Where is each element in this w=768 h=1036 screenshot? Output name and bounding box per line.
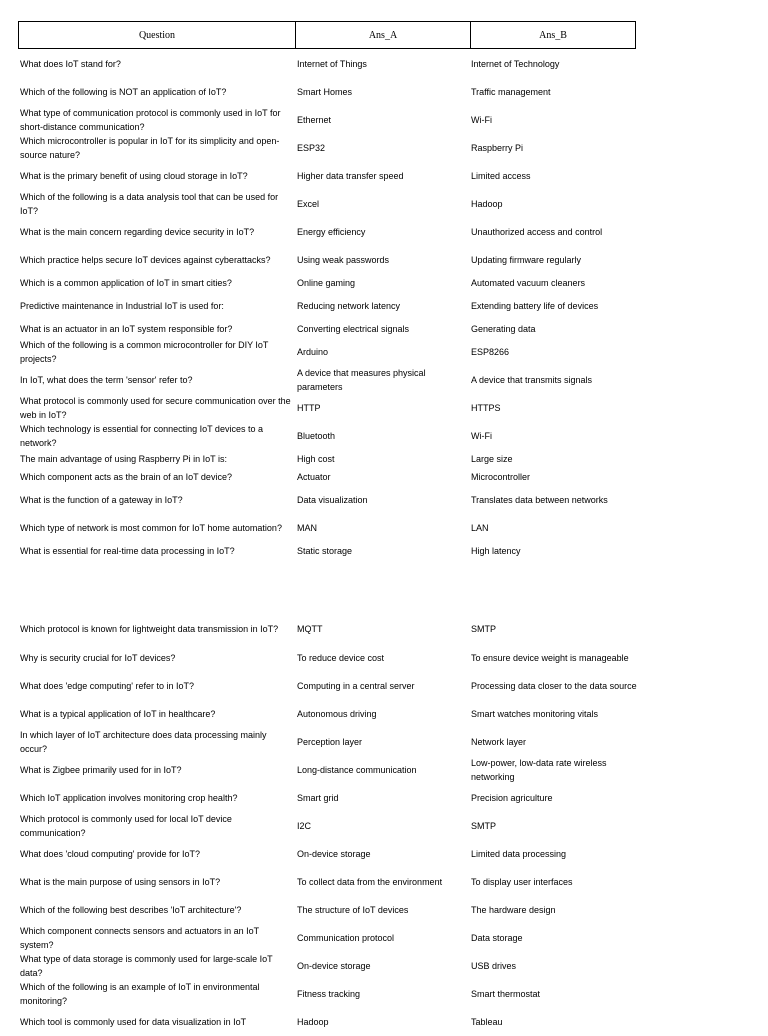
question-cell: Which protocol is commonly used for local IoT device communication? [20, 814, 232, 838]
question-cell: Which is a common application of IoT in smart cities? [20, 278, 232, 288]
table-row [18, 514, 763, 542]
ans-a-cell: On-device storage [297, 961, 371, 971]
ans-a-cell: High cost [297, 454, 335, 464]
question-cell: Which of the following is a common microcontroller for DIY IoT projects? [20, 340, 269, 364]
question-cell: What is an actuator in an IoT system responsible for? [20, 324, 233, 334]
question-cell: Which of the following is NOT an application of IoT? [20, 87, 227, 97]
table-row [18, 218, 763, 246]
header-question: Question [19, 22, 296, 48]
question-cell: Which component connects sensors and actuators in an IoT system? [20, 926, 259, 950]
table-row [18, 50, 763, 78]
table-row [18, 644, 763, 672]
ans-a-cell: Long-distance communication [297, 765, 417, 775]
ans-a-cell: Ethernet [297, 115, 332, 125]
table-row [18, 162, 763, 190]
ans-a-cell: Bluetooth [297, 431, 336, 441]
ans-b-cell: Processing data closer to the data source [471, 681, 637, 691]
question-cell: In which layer of IoT architecture does data processing mainly occur? [20, 730, 267, 754]
table-row [18, 274, 763, 292]
ans-a-cell: MQTT [297, 624, 323, 634]
question-cell: Why is security crucial for IoT devices? [20, 653, 176, 663]
ans-a-cell: Reducing network latency [297, 301, 401, 311]
question-cell: Which practice helps secure IoT devices against cyberattacks? [20, 255, 271, 265]
ans-b-cell: SMTP [471, 624, 497, 634]
ans-a-cell: Converting electrical signals [297, 324, 410, 334]
table-header [18, 21, 636, 49]
question-cell: What protocol is commonly used for secure communication over the web in IoT? [20, 396, 291, 420]
ans-a-cell: Computing in a central server [297, 681, 415, 691]
ans-a-cell: Excel [297, 199, 320, 209]
table-row [18, 292, 763, 320]
ans-a-cell: MAN [297, 523, 317, 533]
ans-b-cell: Hadoop [471, 199, 503, 209]
table-row [18, 868, 763, 896]
ans-a-cell: Perception layer [297, 737, 363, 747]
ans-b-cell: Generating data [471, 324, 536, 334]
ans-a-cell: Data visualization [297, 495, 368, 505]
table-row [18, 840, 763, 868]
ans-b-cell: Wi-Fi [471, 431, 492, 441]
question-cell: What is the main purpose of using sensors in IoT? [20, 877, 221, 887]
question-cell: What is a typical application of IoT in healthcare? [20, 709, 216, 719]
ans-b-cell: HTTPS [471, 403, 501, 413]
question-cell: What type of communication protocol is commonly used in IoT for short-distance communication? [20, 108, 281, 132]
ans-a-cell: I2C [297, 821, 312, 831]
question-cell: Which tool is commonly used for data visualization in IoT [20, 1017, 247, 1027]
ans-b-cell: To ensure device weight is manageable [471, 653, 629, 663]
ans-a-cell: To reduce device cost [297, 653, 385, 663]
table-row [18, 486, 763, 514]
ans-b-cell: Precision agriculture [471, 793, 553, 803]
question-cell: Predictive maintenance in Industrial IoT is used for: [20, 301, 224, 311]
question-cell: What is essential for real-time data processing in IoT? [20, 546, 235, 556]
ans-b-cell: Updating firmware regularly [471, 255, 582, 265]
ans-a-cell: Using weak passwords [297, 255, 390, 265]
ans-b-cell: Wi-Fi [471, 115, 492, 125]
table-row [18, 394, 763, 422]
table-row [18, 924, 763, 952]
question-cell: What is the main concern regarding device security in IoT? [20, 227, 255, 237]
ans-a-cell: Fitness tracking [297, 989, 361, 999]
question-cell: What does 'edge computing' refer to in IoT? [20, 681, 195, 691]
table-row [18, 728, 763, 756]
question-cell: Which microcontroller is popular in IoT for its simplicity and open-source nature? [20, 136, 280, 160]
ans-a-cell: On-device storage [297, 849, 371, 859]
question-cell: Which technology is essential for connecting IoT devices to a network? [20, 424, 263, 448]
table-row [18, 338, 763, 366]
table-row [18, 812, 763, 840]
ans-b-cell: A device that transmits signals [471, 375, 593, 385]
table-row [18, 980, 763, 1008]
ans-b-cell: Data storage [471, 933, 523, 943]
table-row [18, 700, 763, 728]
table-row [18, 106, 763, 134]
table-row [18, 190, 763, 218]
ans-b-cell: Tableau [471, 1017, 503, 1027]
question-cell: What is the function of a gateway in IoT? [20, 495, 183, 505]
ans-b-cell: Microcontroller [471, 472, 531, 482]
ans-b-cell: Automated vacuum cleaners [471, 278, 586, 288]
question-cell: Which component acts as the brain of an IoT device? [20, 472, 232, 482]
table-row [18, 542, 763, 560]
header-ans-b: Ans_B [539, 29, 567, 41]
ans-b-cell: Translates data between networks [471, 495, 608, 505]
ans-b-cell: LAN [471, 523, 489, 533]
ans-a-cell: A device that measures physical parameters [297, 368, 426, 392]
table-row [18, 134, 763, 162]
table-row [18, 672, 763, 700]
table-row [18, 784, 763, 812]
ans-b-cell: USB drives [471, 961, 517, 971]
question-cell: What is Zigbee primarily used for in IoT? [20, 765, 182, 775]
ans-b-cell: Smart watches monitoring vitals [471, 709, 599, 719]
table-row [18, 468, 763, 486]
ans-a-cell: HTTP [297, 403, 321, 413]
ans-a-cell: Hadoop [297, 1017, 329, 1027]
table-row [18, 614, 763, 644]
ans-b-cell: SMTP [471, 821, 497, 831]
question-cell: What type of data storage is commonly used for large-scale IoT data? [20, 954, 273, 978]
ans-a-cell: Autonomous driving [297, 709, 377, 719]
table-row [18, 246, 763, 274]
ans-a-cell: Higher data transfer speed [297, 171, 404, 181]
ans-b-cell: Large size [471, 454, 513, 464]
question-cell: Which IoT application involves monitoring crop health? [20, 793, 238, 803]
ans-b-cell: Extending battery life of devices [471, 301, 599, 311]
ans-a-cell: Internet of Things [297, 59, 367, 69]
ans-b-cell: Network layer [471, 737, 527, 747]
ans-a-cell: Online gaming [297, 278, 356, 288]
question-cell: What does IoT stand for? [20, 59, 121, 69]
header-ans-a: Ans_A [296, 22, 471, 48]
table-row [18, 422, 763, 450]
question-cell: In IoT, what does the term 'sensor' refer to? [20, 375, 193, 385]
ans-b-cell: Internet of Technology [471, 59, 560, 69]
ans-b-cell: Raspberry Pi [471, 143, 524, 153]
question-cell: Which type of network is most common for IoT home automation? [20, 523, 282, 533]
table-row [18, 366, 763, 394]
ans-b-cell: Limited data processing [471, 849, 567, 859]
ans-b-cell: ESP8266 [471, 347, 510, 357]
table-row [18, 450, 763, 468]
ans-a-cell: Smart Homes [297, 87, 353, 97]
ans-b-cell: Traffic management [471, 87, 551, 97]
table-row [18, 78, 763, 106]
ans-b-cell: Limited access [471, 171, 531, 181]
ans-a-cell: Communication protocol [297, 933, 395, 943]
ans-a-cell: Static storage [297, 546, 353, 556]
ans-a-cell: Actuator [297, 472, 331, 482]
table-row [18, 952, 763, 980]
question-cell: What does 'cloud computing' provide for IoT? [20, 849, 201, 859]
ans-b-cell: Unauthorized access and control [471, 227, 603, 237]
table-row [18, 1008, 763, 1036]
ans-a-cell: To collect data from the environment [297, 877, 443, 887]
ans-a-cell: ESP32 [297, 143, 326, 153]
ans-a-cell: The structure of IoT devices [297, 905, 409, 915]
ans-a-cell: Smart grid [297, 793, 339, 803]
ans-a-cell: Arduino [297, 347, 329, 357]
ans-b-cell: To display user interfaces [471, 877, 573, 887]
table-row [18, 756, 763, 784]
table-row [18, 896, 763, 924]
ans-b-cell: High latency [471, 546, 521, 556]
ans-b-cell: Smart thermostat [471, 989, 541, 999]
question-cell: Which of the following is a data analysis tool that can be used for IoT? [20, 192, 279, 216]
question-cell: Which of the following best describes 'IoT architecture'? [20, 905, 242, 915]
question-cell: Which protocol is known for lightweight data transmission in IoT? [20, 624, 279, 634]
table-row [18, 320, 763, 338]
ans-b-cell: Low-power, low-data rate wireless networking [471, 758, 607, 782]
ans-a-cell: Energy efficiency [297, 227, 366, 237]
question-cell: The main advantage of using Raspberry Pi in IoT is: [20, 454, 227, 464]
ans-b-cell: The hardware design [471, 905, 556, 915]
question-cell: Which of the following is an example of IoT in environmental monitoring? [20, 982, 260, 1006]
question-cell: What is the primary benefit of using cloud storage in IoT? [20, 171, 248, 181]
